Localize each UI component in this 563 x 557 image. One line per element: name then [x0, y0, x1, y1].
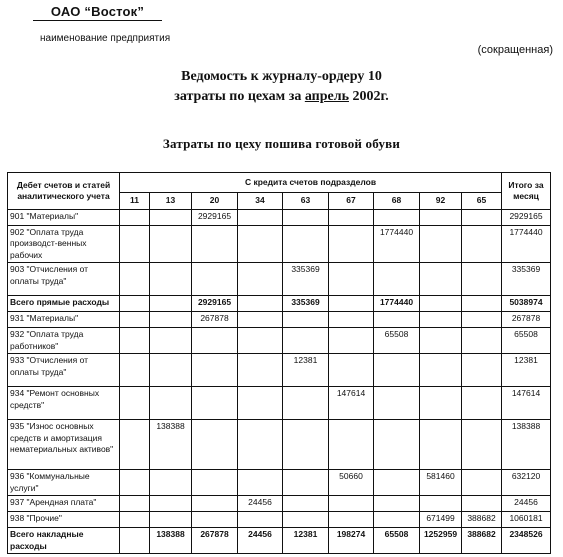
amount-cell [192, 263, 238, 296]
amount-cell: 671499 [420, 512, 462, 528]
amount-cell [283, 512, 329, 528]
row-label: 935 "Износ основных средств и амортизация нематериальных активов" [8, 420, 120, 470]
amount-cell [283, 496, 329, 512]
amount-cell [329, 328, 374, 354]
amount-cell [150, 496, 192, 512]
amount-cell [120, 263, 150, 296]
amount-cell [462, 354, 502, 387]
amount-cell [150, 328, 192, 354]
table-row [8, 263, 551, 296]
row-label: 902 "Оплата труда производст-венных рабочих [8, 226, 120, 263]
amount-cell [420, 420, 462, 470]
row-label: 903 "Отчисления от оплаты труда" [8, 263, 120, 296]
amount-cell: 1774440 [374, 296, 420, 312]
row-total-cell: 2929165 [502, 210, 551, 226]
amount-cell [238, 420, 283, 470]
credit-col-header: 67 [329, 193, 374, 210]
amount-cell [192, 420, 238, 470]
amount-cell [329, 420, 374, 470]
credit-col-header: 20 [192, 193, 238, 210]
row-label: 934 "Ремонт основных средств" [8, 387, 120, 420]
amount-cell [238, 328, 283, 354]
organization-caption: наименование предприятия [40, 33, 171, 44]
row-label: 931 "Материалы" [8, 312, 120, 328]
amount-cell [238, 387, 283, 420]
row-label: 901 "Материалы" [8, 210, 120, 226]
amount-cell [120, 296, 150, 312]
amount-cell [120, 312, 150, 328]
amount-cell [420, 328, 462, 354]
amount-cell [120, 470, 150, 496]
amount-cell [374, 470, 420, 496]
form-note: (сокращенная) [477, 44, 553, 56]
amount-cell [420, 312, 462, 328]
amount-cell [329, 312, 374, 328]
amount-cell [150, 512, 192, 528]
amount-cell: 1774440 [374, 226, 420, 263]
amount-cell [238, 210, 283, 226]
row-label: 937 "Арендная плата" [8, 496, 120, 512]
col-header-debit: Дебет счетов и статей аналитического учета [8, 173, 120, 210]
document-title: Ведомость к журналу-ордеру 10 [181, 69, 382, 84]
amount-cell [192, 496, 238, 512]
amount-cell [150, 210, 192, 226]
col-header-total: Итого за месяц [502, 173, 551, 210]
credit-col-header: 68 [374, 193, 420, 210]
row-total-cell: 5038974 [502, 296, 551, 312]
amount-cell [192, 387, 238, 420]
table-row [8, 226, 551, 263]
credit-col-header: 34 [238, 193, 283, 210]
amount-cell: 12381 [283, 354, 329, 387]
amount-cell: 335369 [283, 296, 329, 312]
amount-cell [192, 328, 238, 354]
row-total-cell: 1060181 [502, 512, 551, 528]
amount-cell [420, 210, 462, 226]
col-header-credit: С кредита счетов подразделов [120, 173, 502, 193]
amount-cell [283, 226, 329, 263]
amount-cell [329, 512, 374, 528]
row-total-cell: 335369 [502, 263, 551, 296]
amount-cell [150, 263, 192, 296]
row-total-cell: 2348526 [502, 528, 551, 554]
amount-cell: 198274 [329, 528, 374, 554]
amount-cell [462, 420, 502, 470]
amount-cell [374, 210, 420, 226]
amount-cell: 335369 [283, 263, 329, 296]
amount-cell [238, 354, 283, 387]
amount-cell [329, 296, 374, 312]
table-row [8, 528, 551, 554]
amount-cell [192, 470, 238, 496]
amount-cell: 2929165 [192, 210, 238, 226]
row-label: Всего накладные расходы [8, 528, 120, 554]
amount-cell [462, 210, 502, 226]
amount-cell: 12381 [283, 528, 329, 554]
period-suffix: 2002г. [352, 89, 389, 104]
row-total-cell: 1774440 [502, 226, 551, 263]
amount-cell [120, 354, 150, 387]
amount-cell [420, 387, 462, 420]
table-row [8, 512, 551, 528]
amount-cell [329, 263, 374, 296]
amount-cell [150, 296, 192, 312]
amount-cell: 65508 [374, 528, 420, 554]
amount-cell: 138388 [150, 528, 192, 554]
amount-cell [283, 420, 329, 470]
row-total-cell: 12381 [502, 354, 551, 387]
amount-cell: 138388 [150, 420, 192, 470]
table-row [8, 328, 551, 354]
amount-cell [462, 387, 502, 420]
amount-cell [374, 420, 420, 470]
row-label: 933 "Отчисления от оплаты труда" [8, 354, 120, 387]
amount-cell [150, 312, 192, 328]
amount-cell [120, 528, 150, 554]
amount-cell [120, 226, 150, 263]
table-subtitle: Затраты по цеху пошива готовой обуви [162, 136, 401, 151]
row-label: 936 "Коммунальные услуги" [8, 470, 120, 496]
organization-name: ОАО “Восток” [33, 4, 162, 21]
table-row [8, 312, 551, 328]
amount-cell [329, 210, 374, 226]
amount-cell [150, 470, 192, 496]
amount-cell [462, 328, 502, 354]
row-total-cell: 24456 [502, 496, 551, 512]
credit-col-header: 65 [462, 193, 502, 210]
table-row [8, 210, 551, 226]
amount-cell [420, 354, 462, 387]
amount-cell [374, 512, 420, 528]
amount-cell [238, 296, 283, 312]
table-row [8, 470, 551, 496]
amount-cell [420, 296, 462, 312]
amount-cell [120, 328, 150, 354]
amount-cell [283, 312, 329, 328]
amount-cell: 1252959 [420, 528, 462, 554]
document-period [0, 89, 563, 105]
amount-cell [329, 354, 374, 387]
row-total-cell: 147614 [502, 387, 551, 420]
amount-cell [120, 210, 150, 226]
amount-cell [462, 296, 502, 312]
amount-cell [238, 226, 283, 263]
amount-cell: 65508 [374, 328, 420, 354]
amount-cell [462, 496, 502, 512]
amount-cell [420, 226, 462, 263]
credit-col-header: 63 [283, 193, 329, 210]
amount-cell [462, 226, 502, 263]
amount-cell [120, 420, 150, 470]
amount-cell [120, 496, 150, 512]
amount-cell: 147614 [329, 387, 374, 420]
amount-cell: 2929165 [192, 296, 238, 312]
amount-cell [238, 512, 283, 528]
amount-cell: 388682 [462, 528, 502, 554]
credit-col-header: 11 [120, 193, 150, 210]
amount-cell [192, 226, 238, 263]
amount-cell [238, 263, 283, 296]
amount-cell [374, 312, 420, 328]
row-label: 932 "Оплата труда работников" [8, 328, 120, 354]
table-row [8, 296, 551, 312]
row-total-cell: 65508 [502, 328, 551, 354]
amount-cell: 50660 [329, 470, 374, 496]
amount-cell [462, 263, 502, 296]
row-label: Всего прямые расходы [8, 296, 120, 312]
amount-cell [462, 470, 502, 496]
amount-cell [283, 387, 329, 420]
amount-cell [238, 312, 283, 328]
amount-cell [420, 496, 462, 512]
row-total-cell: 632120 [502, 470, 551, 496]
amount-cell: 388682 [462, 512, 502, 528]
amount-cell [374, 354, 420, 387]
cost-ledger-table [7, 172, 551, 554]
period-prefix: затраты по цехам за [174, 89, 302, 104]
amount-cell [283, 328, 329, 354]
credit-col-header: 92 [420, 193, 462, 210]
amount-cell [150, 354, 192, 387]
row-label: 938 "Прочие" [8, 512, 120, 528]
amount-cell [120, 387, 150, 420]
amount-cell [238, 470, 283, 496]
table-row [8, 387, 551, 420]
period-month: апрель [304, 89, 349, 104]
row-total-cell: 267878 [502, 312, 551, 328]
amount-cell [120, 512, 150, 528]
amount-cell [374, 387, 420, 420]
amount-cell [420, 263, 462, 296]
amount-cell: 581460 [420, 470, 462, 496]
amount-cell [329, 226, 374, 263]
amount-cell [374, 263, 420, 296]
amount-cell [283, 210, 329, 226]
amount-cell [462, 312, 502, 328]
table-row [8, 354, 551, 387]
amount-cell: 24456 [238, 528, 283, 554]
amount-cell [374, 496, 420, 512]
amount-cell [192, 512, 238, 528]
amount-cell [150, 387, 192, 420]
row-total-cell: 138388 [502, 420, 551, 470]
amount-cell [283, 470, 329, 496]
amount-cell [329, 496, 374, 512]
amount-cell [192, 354, 238, 387]
amount-cell: 24456 [238, 496, 283, 512]
table-row [8, 420, 551, 470]
amount-cell [150, 226, 192, 263]
amount-cell: 267878 [192, 528, 238, 554]
table-row [8, 496, 551, 512]
amount-cell: 267878 [192, 312, 238, 328]
credit-col-header: 13 [150, 193, 192, 210]
